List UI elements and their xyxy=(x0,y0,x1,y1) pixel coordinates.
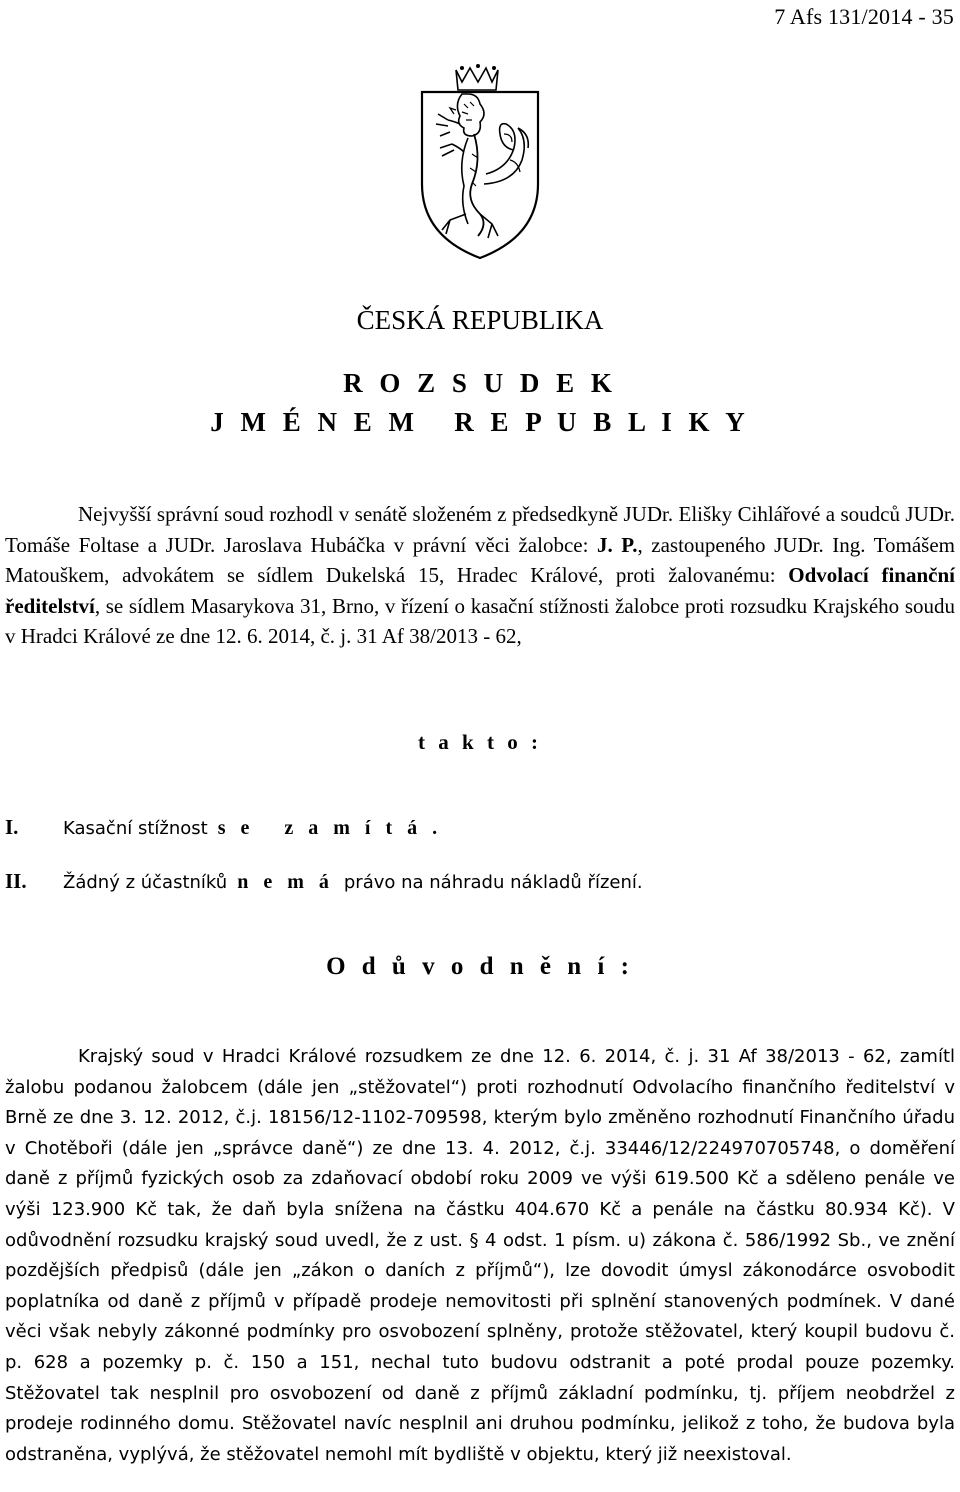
judgment-heading: R O Z S U D E K xyxy=(343,368,617,398)
country-heading: ČESKÁ REPUBLIKA xyxy=(356,305,604,335)
intro-text-part2: , zastoupeného JUDr. Ing. Tomášem Matouškem, advokátem se sídlem Dukelská 15, Hradec Králové, proti žalovanému: xyxy=(5,532,956,588)
reasoning-text: Krajský soud v Hradci Králové rozsudkem ze dne 12. 6. 2014, č. j. 31 Af 38/2013 - 62, zamítl žalobu podanou žalobcem (dále jen „stěžovatel“) proti rozhodnutí Odvolacího finančního ředitelství v Brně ze dne 3. 12. 2012, č.j. 18156/12-1102-709598, kterým bylo změněno rozhodnutí Finančního úřadu v Chotěboři (dále jen „správce daně“) ze dne 13. 4. 2012, č.j. 33446/12/224970705748, o doměření daně z příjmů fyzických osob za zdaňovací období roku 2009 ve výši 619.500 Kč a sděleno penále ve výši 123.900 Kč tak, že daň byla snížena na částku 404.670 Kč a penále na částku 80.934 Kč). V odůvodnění rozsudku krajský soud uvedl, že z ust. § 4 odst. 1 písm. u) zákona č. 586/1992 Sb., ve znění pozdějších předpisů (dále jen „zákon o daních z příjmů“), lze dovodit úmysl zákonodárce osvobodit poplatníka od daně z příjmů v případě prodeje nemovitosti při splnění stanovených podmínek. V dané věci však nebyly zákonné podmínky pro osvobození splněny, protože stěžovatel, který koupil budovu č. p. 628 a pozemky p. č. 150 a 151, nechal tuto budovu odstranit a poté prodal pouze pozemky. Stěžovatel tak nesplnil pro osvobození od daně z příjmů základní podmínku, tj. příjem neobdržel z prodeje rodinného domu. Stěžovatel navíc nesplnil ani druhou podmínku, jelikož z toho, že budova byla odstraněna, vyplývá, že stěžovatel nemohl mít bydliště v objektu, který již neexistoval. xyxy=(5,1046,955,1465)
item-emphasis: n e m á xyxy=(237,871,334,893)
defendant-name: Odvolací finanční ředitelství xyxy=(5,563,955,618)
intro-text-part1: Nejvyšší správní soud rozhodl v senátě složeném z předsedkyně JUDr. Elišky Cihlářové a soudců JUDr. Tomáše Foltase a JUDr. Jaroslava Hubáčka v právní věci žalobce: xyxy=(5,502,955,557)
verdict-item-2 xyxy=(5,869,643,894)
coat-of-arms-icon xyxy=(418,64,542,260)
item-text: Žádný z účastníků xyxy=(63,872,228,893)
item-number: I. xyxy=(5,815,19,839)
intro-text-part3: , se sídlem Masarykova 31, Brno, v řízení o kasační stížnosti žalobce proti rozsudku Krajského soudu v Hradci Králové ze dne 12. 6. 2014, č. j. 31 Af 38/2013 - 62, xyxy=(5,593,955,649)
item-emphasis: s e z a m í t á . xyxy=(217,817,443,839)
reasoning-paragraph xyxy=(5,1042,955,1470)
introductory-paragraph xyxy=(5,499,955,652)
case-reference: 7 Afs 131/2014 - 35 xyxy=(774,4,954,29)
reasoning-heading: O d ů v o d n ě n í : xyxy=(326,953,634,980)
decision-marker: t a k t o : xyxy=(418,730,542,754)
in-name-of-republic-heading: J M É N E M R E P U B L I K Y xyxy=(210,407,750,437)
item-text: Kasační stížnost xyxy=(63,818,208,839)
verdict-item-1 xyxy=(5,815,452,840)
item-number: II. xyxy=(5,869,27,893)
plaintiff-name: J. P. xyxy=(596,532,638,557)
item-rest: právo na náhradu nákladů řízení. xyxy=(343,872,643,893)
